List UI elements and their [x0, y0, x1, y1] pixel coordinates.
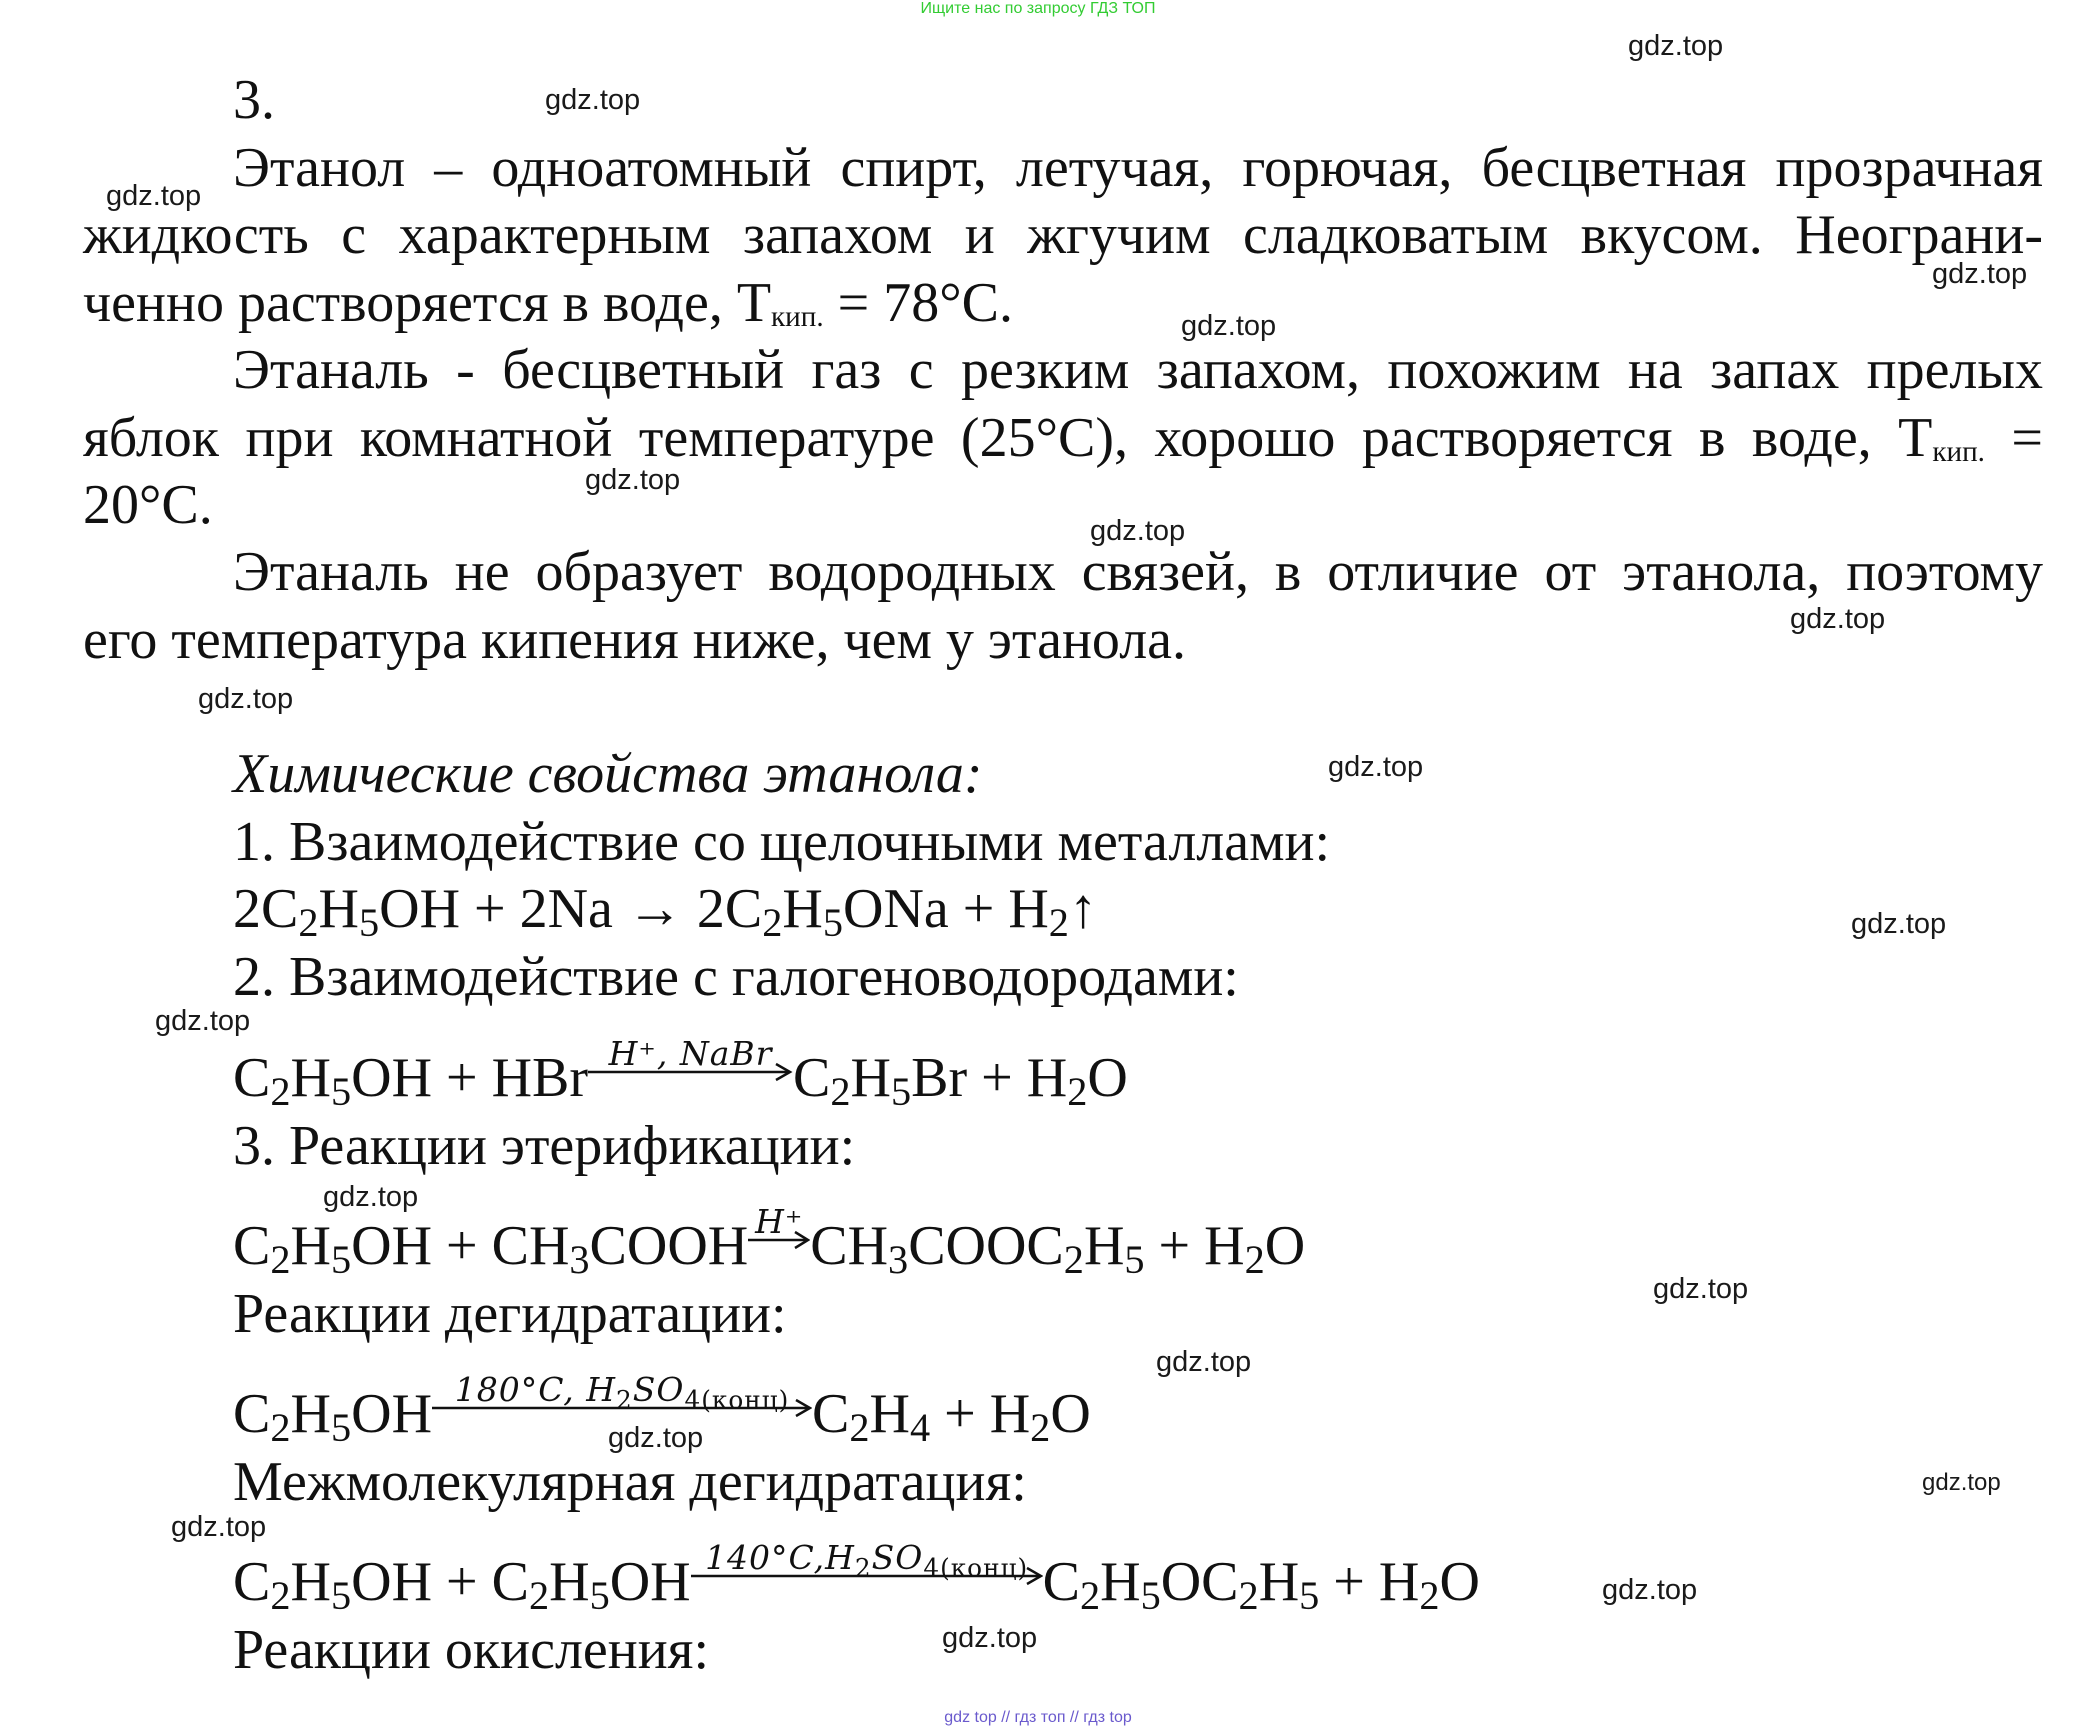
reaction4-title: Реакции дегидратации: — [233, 1283, 787, 1345]
watermark: gdz.top — [608, 1422, 704, 1454]
para3-line1: Этаналь не образует водородных связей, в отличие от этанола, поэтому — [233, 541, 2043, 603]
watermark: gdz.top — [1628, 30, 1724, 62]
reaction1-title: 1. Взаимодействие со щелочными металлами: — [233, 811, 1331, 873]
reaction5-title: Межмолекулярная дегидратация: — [233, 1451, 1027, 1513]
para1-line2: жидкость с характерным запахом и жгучим сладковатым вкусом. Неограни- — [83, 204, 2043, 266]
watermark: gdz.top — [942, 1622, 1038, 1654]
watermark: gdz.top — [1156, 1346, 1252, 1378]
watermark: gdz.top — [323, 1181, 419, 1213]
para1-line1: Этанол – одноатомный спирт, летучая, горючая, бесцветная прозрачная — [233, 137, 2043, 199]
reaction4-condition: 180°C, $H_2SO_{4(конц)}$ — [454, 1370, 790, 1415]
watermark: gdz.top — [106, 180, 202, 212]
reaction4-equation: $C_2H_5OH$ 180°C, $H_2SO_{4(конц)}$ $C_2H_4 + H_2O$ — [233, 1370, 1091, 1450]
watermark: gdz.top — [1851, 908, 1947, 940]
reaction2-condition: H⁺, NaBr — [608, 1034, 773, 1073]
para3-line2: его температура кипения ниже, чем у этанола. — [83, 609, 1186, 671]
reaction5-condition: $140^\circ C,H_2SO_{4(конц)}$ — [705, 1538, 1029, 1583]
watermark: gdz.top — [1790, 603, 1886, 635]
watermark: gdz.top — [171, 1511, 267, 1543]
watermark: gdz.top — [155, 1005, 251, 1037]
para2-line2: яблок при комнатной температуре (25°C), хорошо растворяется в воде, $T_{кип.}$ = — [83, 407, 2043, 469]
watermark: gdz.top — [545, 84, 641, 116]
reaction3-condition: H⁺ — [755, 1202, 804, 1241]
para2-line1: Этаналь - бесцветный газ с резким запахом, похожим на запах прелых — [233, 339, 2043, 401]
watermark: gdz.top — [1922, 1469, 2001, 1496]
watermark: gdz.top — [1090, 515, 1186, 547]
reaction3-equation: $C_2H_5OH$ + $CH_3COOH$ H⁺ $CH_3COOC_2H_5 + H_2O$ — [233, 1202, 1306, 1282]
watermark: gdz.top — [585, 464, 681, 496]
watermark: gdz.top — [1932, 258, 2028, 290]
watermark: gdz.top — [198, 683, 294, 715]
reaction2-title: 2. Взаимодействие с галогеноводородами: — [233, 946, 1239, 1008]
para1-line3: ченно растворяется в воде, $T_{кип.} = 78^\circ C$. — [83, 272, 1013, 334]
boiling-subscript: кип. — [771, 301, 824, 334]
watermark: gdz.top — [1181, 310, 1277, 342]
reaction5-arrow — [691, 1538, 1043, 1600]
watermark: gdz.top — [1602, 1574, 1698, 1606]
problem-number: 3. — [233, 69, 275, 131]
reaction6-title: Реакции окисления: — [233, 1619, 709, 1681]
reaction3-title: 3. Реакции этерификации: — [233, 1115, 856, 1177]
reaction1-equation: $2C_2H_5OH + 2Na \to 2C_2H_5ONa$ + $H_2↑$ — [233, 878, 1097, 945]
chem-properties-heading: Химические свойства этанола: — [233, 743, 983, 805]
watermark: gdz.top — [1328, 751, 1424, 783]
para2-line3: 20°C. — [83, 474, 213, 536]
watermark: gdz.top — [1653, 1273, 1749, 1305]
footer-banner[interactable]: gdz top // гдз топ // гдз top — [944, 1709, 1132, 1726]
header-banner[interactable]: Ищите нас по запросу ГДЗ ТОП — [920, 0, 1156, 17]
reaction2-arrow — [588, 1034, 793, 1096]
reaction2-equation: $C_2H_5OH$ + HBr H⁺, NaBr $C_2H_5Br + H_2O$ — [233, 1034, 1128, 1114]
reaction3-arrow — [748, 1202, 810, 1264]
boiling-subscript: кип. — [1932, 436, 1985, 469]
reaction5-equation: $C_2H_5OH + C_2H_5OH$ $140^\circ C,H_2SO_{4(конц)}$ $C_2H_5OC_2H_5 + H_2O$ — [233, 1538, 1480, 1618]
